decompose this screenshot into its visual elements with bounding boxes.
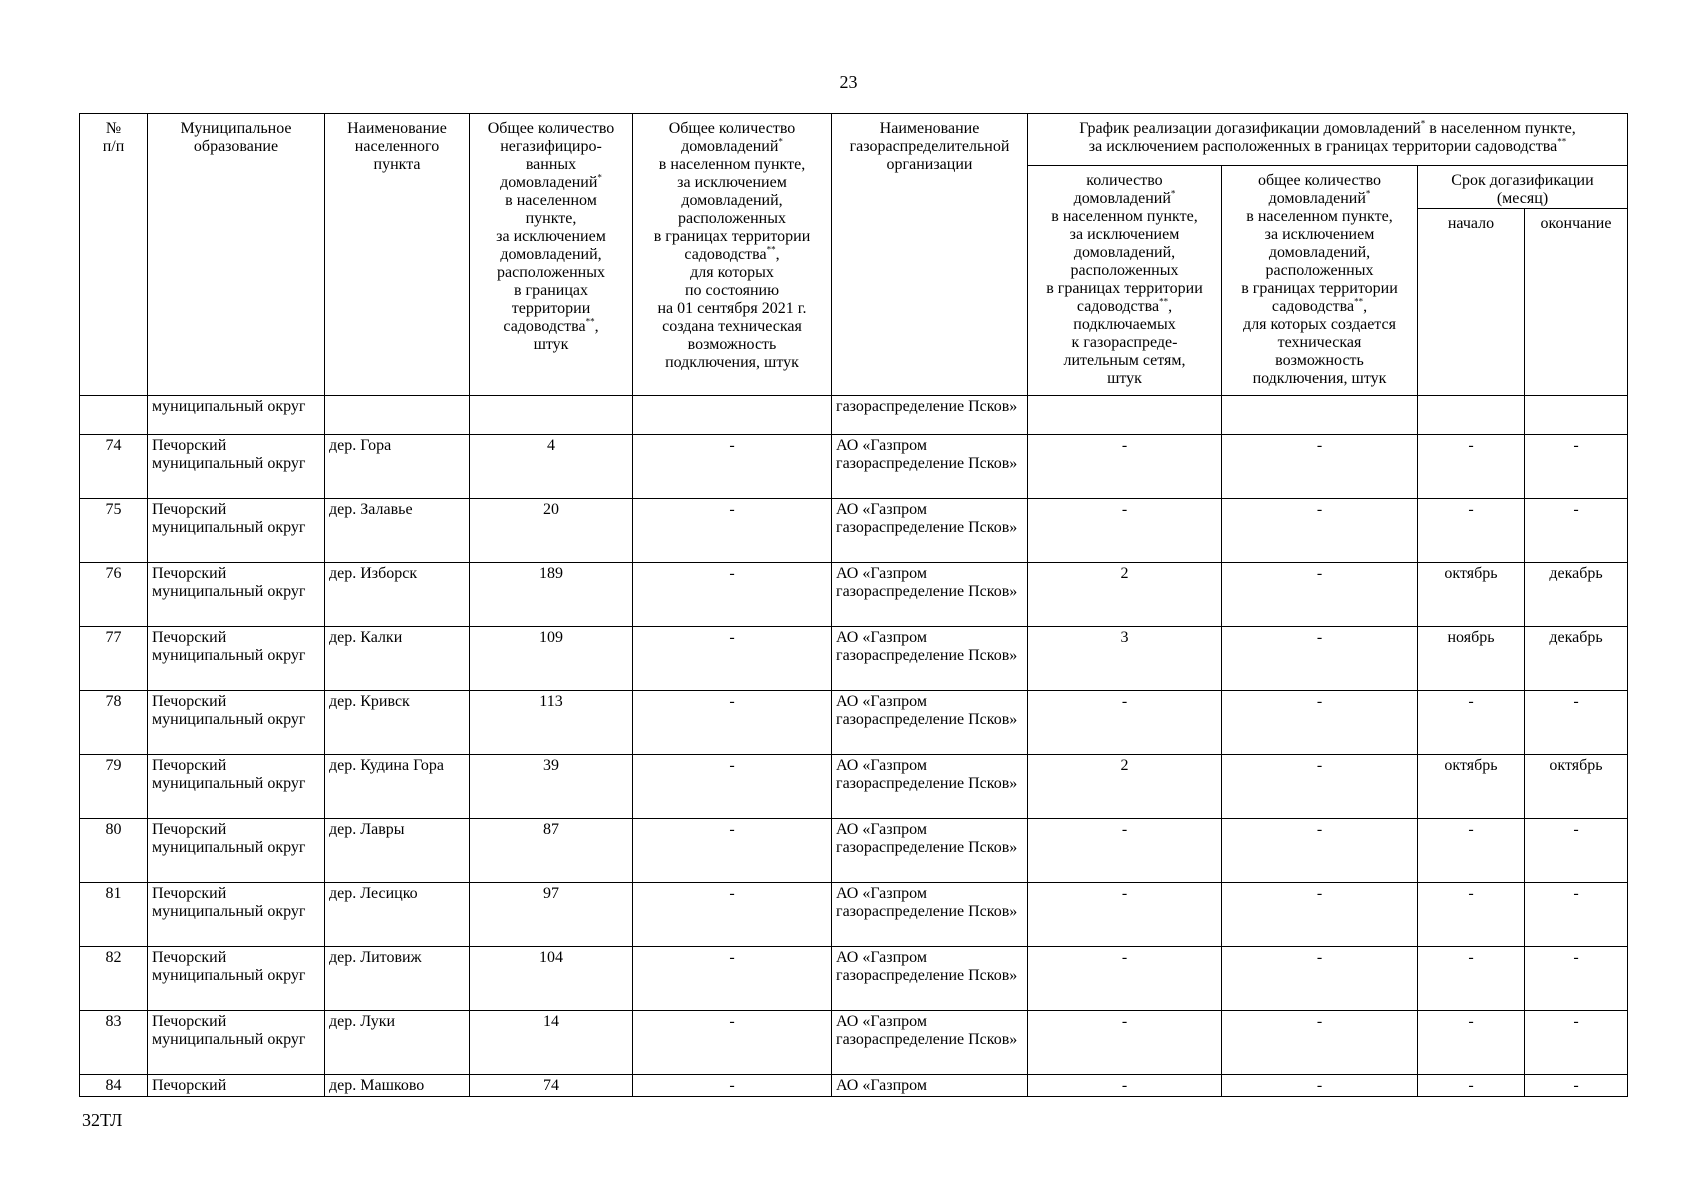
cell-households-tech: - [633,947,832,1011]
cell-gas-org: АО «Газпром газораспределение Псков» [832,947,1028,1011]
cell-number: 80 [80,819,148,883]
cell-households-tech: - [633,1075,832,1097]
table-row [80,1011,1628,1075]
cell-count-connected: - [1028,819,1222,883]
header-schedule: График реализации догазификации домовладений* в населенном пункте, за исключением расположенных в границах территории садоводства** [1028,114,1628,166]
cell-total-households: 20 [470,499,633,563]
cell-households-tech: - [633,627,832,691]
cell-count-created: - [1222,627,1418,691]
cell-municipality: Печорский муниципальный округ [148,1011,325,1075]
table-row [80,691,1628,755]
cell-locality: дер. Лесицко [325,883,470,947]
cell-municipality: муниципальный округ [148,396,325,435]
cell-gas-org: АО «Газпром газораспределение Псков» [832,755,1028,819]
cell-municipality: Печорский муниципальный округ [148,563,325,627]
table-row [80,1075,1628,1097]
table-row [80,563,1628,627]
table-row [80,947,1628,1011]
cell-municipality: Печорский муниципальный округ [148,627,325,691]
cell-count-connected: - [1028,1075,1222,1097]
cell-total-households: 113 [470,691,633,755]
cell-term-end: - [1525,883,1628,947]
cell-number: 78 [80,691,148,755]
cell-count-connected: 3 [1028,627,1222,691]
cell-locality: дер. Луки [325,1011,470,1075]
cell-total-households: 104 [470,947,633,1011]
cell-municipality: Печорский муниципальный округ [148,499,325,563]
cell-term-end: - [1525,819,1628,883]
cell-count-connected: - [1028,1011,1222,1075]
cell-households-tech: - [633,1011,832,1075]
header-municipality: Муниципальное образование [148,114,325,396]
cell-term-start: - [1418,883,1525,947]
cell-count-connected: 2 [1028,755,1222,819]
cell-count-created: - [1222,819,1418,883]
cell-municipality: Печорский муниципальный округ [148,691,325,755]
cell-term-start: - [1418,499,1525,563]
cell-number: 76 [80,563,148,627]
cell-locality: дер. Лавры [325,819,470,883]
cell-term-start: - [1418,947,1525,1011]
table-row [80,499,1628,563]
table-row [80,755,1628,819]
cell-count-connected: - [1028,435,1222,499]
cell-municipality: Печорский муниципальный округ [148,435,325,499]
cell-total-households: 4 [470,435,633,499]
cell-gas-org: АО «Газпром газораспределение Псков» [832,499,1028,563]
cell-count-created: - [1222,563,1418,627]
cell-number: 84 [80,1075,148,1097]
header-count-created: общее количество домовладений* в населенном пункте, за исключением домовладений, расположенных в границах территории садоводства**, для которых создается техническая возможность подключения, штук [1222,166,1418,396]
cell-number: 74 [80,435,148,499]
cell-total-households: 109 [470,627,633,691]
cell-municipality: Печорский муниципальный округ [148,947,325,1011]
cell-gas-org: АО «Газпром газораспределение Псков» [832,627,1028,691]
cell-gas-org: АО «Газпром газораспределение Псков» [832,819,1028,883]
cell-term-start: - [1418,819,1525,883]
cell-term-end: - [1525,947,1628,1011]
cell-term-end: - [1525,691,1628,755]
cell-municipality: Печорский муниципальный округ [148,755,325,819]
cell-term-start: - [1418,435,1525,499]
cell-count-created: - [1222,1075,1418,1097]
cell-municipality: Печорский муниципальный округ [148,883,325,947]
cell-gas-org: АО «Газпром газораспределение Псков» [832,1011,1028,1075]
cell-households-tech: - [633,435,832,499]
cell-locality: дер. Изборск [325,563,470,627]
cell-count-connected: 2 [1028,563,1222,627]
cell-households-tech: - [633,499,832,563]
footer-code: 32ТЛ [82,1110,123,1130]
cell-number: 83 [80,1011,148,1075]
cell-gas-org: газораспределение Псков» [832,396,1028,435]
cell-term-end: - [1525,499,1628,563]
cell-count-created: - [1222,435,1418,499]
cell-term-end: декабрь [1525,627,1628,691]
cell-count-connected: - [1028,691,1222,755]
cell-locality: дер. Залавье [325,499,470,563]
header-households-tech: Общее количество домовладений* в населенном пункте, за исключением домовладений, расположенных в границах территории садоводства**, для которых по состоянию на 01 сентября 2021 г. создана техническая возможность подключения, штук [633,114,832,396]
cell-term-end: октябрь [1525,755,1628,819]
cell-total-households: 39 [470,755,633,819]
cell-municipality: Печорский [148,1075,325,1097]
cell-term-end: - [1525,1011,1628,1075]
table-row [80,819,1628,883]
cell-locality: дер. Калки [325,627,470,691]
cell-households-tech: - [633,883,832,947]
cell-term-start: - [1418,691,1525,755]
header-term: Срок догазификации (месяц) [1418,166,1628,209]
header-start: начало [1418,209,1525,396]
cell-total-households: 87 [470,819,633,883]
page-number: 23 [839,72,858,92]
cell-count-created: - [1222,691,1418,755]
cell-number: 75 [80,499,148,563]
cell-number: 79 [80,755,148,819]
table-row-continuation [80,396,1628,435]
cell-count-created: - [1222,499,1418,563]
cell-term-start: - [1418,1011,1525,1075]
cell-term-start: ноябрь [1418,627,1525,691]
cell-count-connected: - [1028,499,1222,563]
cell-households-tech: - [633,819,832,883]
cell-households-tech: - [633,563,832,627]
header-gas-org: Наименование газораспределительной организации [832,114,1028,396]
cell-number: 77 [80,627,148,691]
cell-number: 82 [80,947,148,1011]
cell-locality: дер. Машково [325,1075,470,1097]
header-num: № п/п [80,114,148,396]
cell-locality: дер. Кривск [325,691,470,755]
cell-count-connected: - [1028,883,1222,947]
cell-count-created: - [1222,1011,1418,1075]
cell-term-start: - [1418,1075,1525,1097]
cell-locality: дер. Гора [325,435,470,499]
header-locality: Наименование населенного пункта [325,114,470,396]
cell-households-tech: - [633,755,832,819]
cell-locality: дер. Кудина Гора [325,755,470,819]
cell-term-start: октябрь [1418,563,1525,627]
table-row [80,883,1628,947]
cell-count-connected: - [1028,947,1222,1011]
header-count-connected: количество домовладений* в населенном пункте, за исключением домовладений, расположенных в границах территории садоводства**, подключаемых к газораспреде- лительным сетям, штук [1028,166,1222,396]
dogasification-table [79,113,1628,1097]
table-row [80,435,1628,499]
cell-total-households: 14 [470,1011,633,1075]
cell-locality: дер. Литовиж [325,947,470,1011]
cell-gas-org: АО «Газпром газораспределение Псков» [832,691,1028,755]
cell-gas-org: АО «Газпром газораспределение Псков» [832,563,1028,627]
cell-count-created: - [1222,947,1418,1011]
cell-count-created: - [1222,883,1418,947]
cell-total-households: 74 [470,1075,633,1097]
cell-gas-org: АО «Газпром газораспределение Псков» [832,435,1028,499]
cell-term-end: - [1525,1075,1628,1097]
cell-total-households: 97 [470,883,633,947]
cell-municipality: Печорский муниципальный округ [148,819,325,883]
header-end: окончание [1525,209,1628,396]
cell-term-start: октябрь [1418,755,1525,819]
cell-total-households: 189 [470,563,633,627]
header-total-households: Общее количество негазифициро- ванных домовладений* в населенном пункте, за исключением домовладений, расположенных в границах территории садоводства**, штук [470,114,633,396]
cell-number: 81 [80,883,148,947]
cell-term-end: - [1525,435,1628,499]
table-row [80,627,1628,691]
cell-term-end: декабрь [1525,563,1628,627]
cell-gas-org: АО «Газпром [832,1075,1028,1097]
cell-households-tech: - [633,691,832,755]
cell-gas-org: АО «Газпром газораспределение Псков» [832,883,1028,947]
cell-count-created: - [1222,755,1418,819]
